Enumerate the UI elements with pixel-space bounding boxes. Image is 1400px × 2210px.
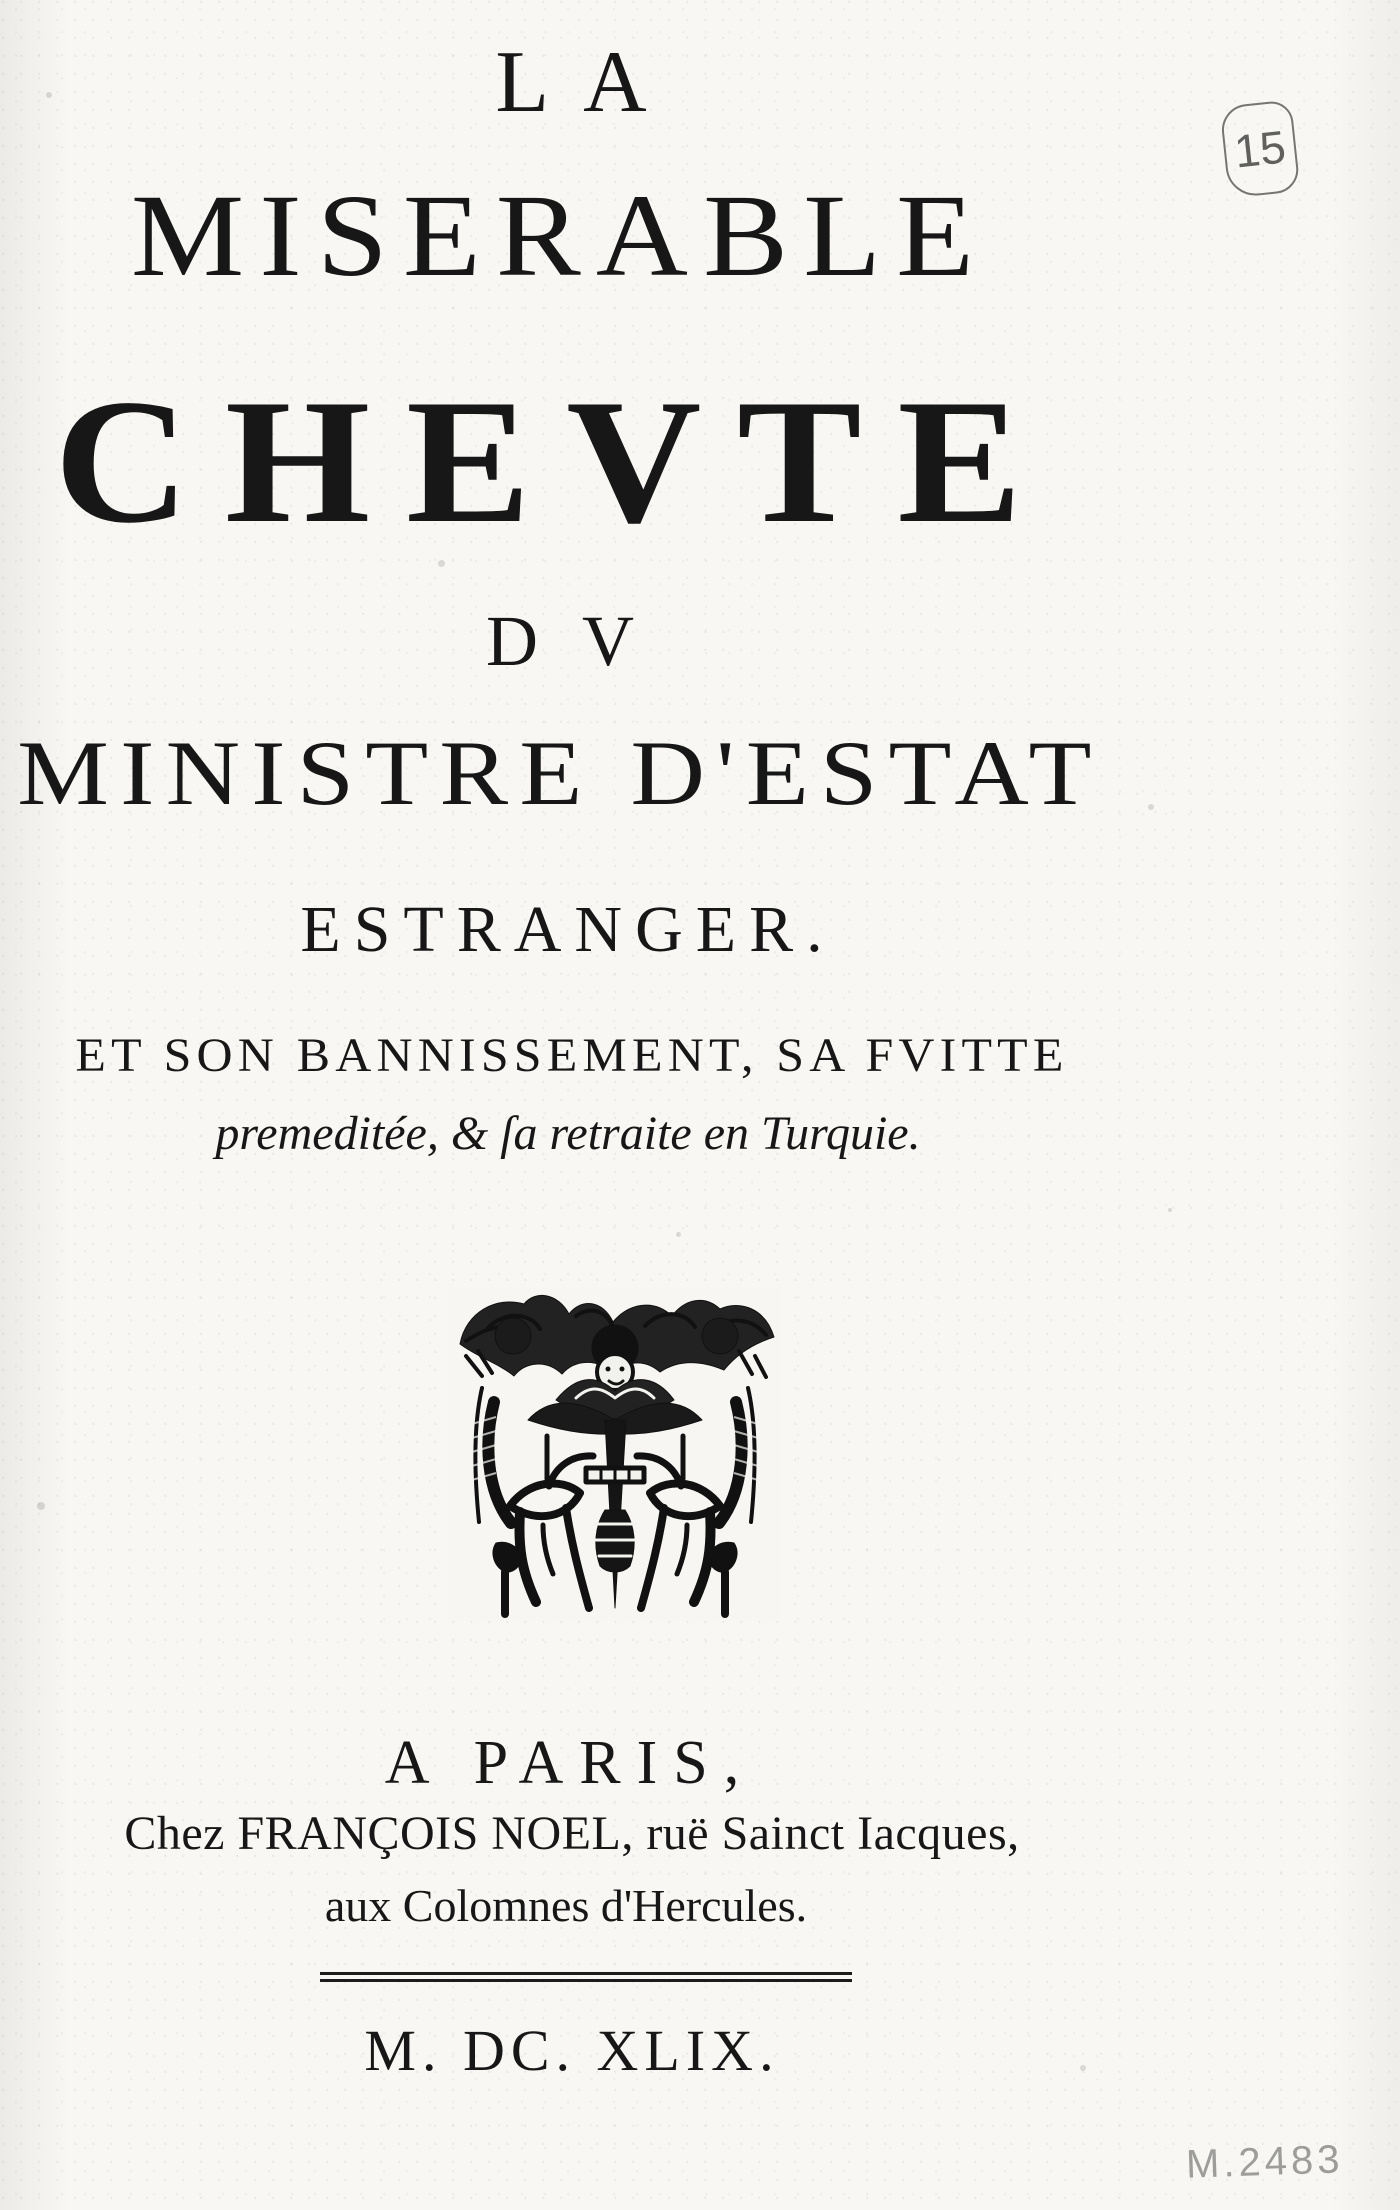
title-line-du: DV <box>486 601 678 681</box>
subtitle-line-1: ET SON BANNISSEMENT, SA FVITTE <box>75 1029 1069 1082</box>
title-line-cheute: CHEVTE <box>54 362 1058 560</box>
imprint-divider <box>320 1972 852 1984</box>
title-line-la: LA <box>495 34 681 131</box>
paper-speck <box>676 1232 681 1237</box>
imprint-address-line: aux Colomnes d'Hercules. <box>324 1880 808 1931</box>
imprint-place: A PARIS, <box>384 1729 756 1797</box>
divider-top-rule <box>320 1972 852 1975</box>
title-line-miserable: MISERABLE <box>130 170 990 301</box>
subtitle-line-2: premeditée, & ſa retraite en Turquie. <box>215 1107 921 1160</box>
imprint-year: M. DC. XLIX. <box>364 2018 780 2083</box>
divider-bottom-rule <box>320 1979 852 1982</box>
paper-speck <box>1168 1208 1172 1212</box>
woodcut-ornament-icon <box>448 1288 782 1621</box>
shelfmark-annotation-top: 15 <box>1219 99 1300 198</box>
title-line-estranger: ESTRANGER. <box>300 893 836 966</box>
paper-speck <box>37 1502 45 1510</box>
title-line-ministre: MINISTRE D'ESTAT <box>17 722 1103 824</box>
imprint-printer-line: Chez FRANÇOIS NOEL, ruë Sainct Iacques, <box>124 1807 1020 1860</box>
shelfmark-annotation-bottom: M.2483 <box>1185 2137 1345 2187</box>
